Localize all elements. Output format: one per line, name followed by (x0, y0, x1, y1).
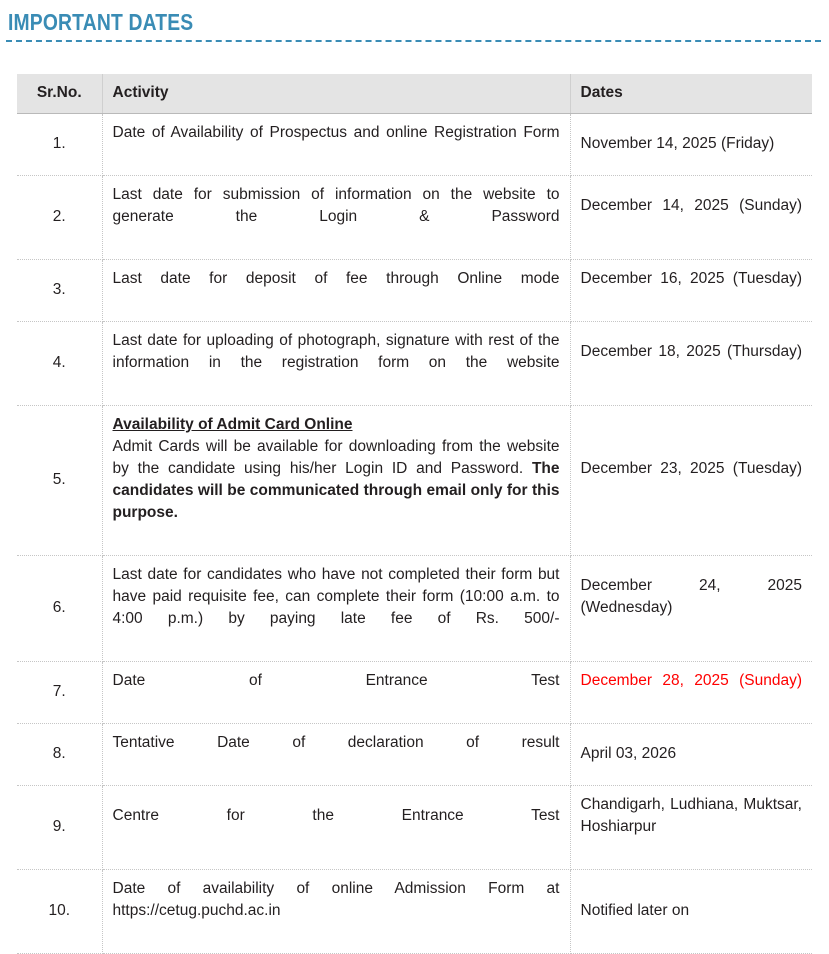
table-row (17, 556, 812, 662)
date-value: December 28, 2025 (Sunday) (580, 672, 802, 689)
cell-date (570, 724, 812, 786)
activity-text: Centre for the Entrance Test (112, 807, 560, 824)
cell-activity (102, 260, 570, 322)
column-header-dates: Dates (570, 74, 812, 114)
cell-activity (102, 786, 570, 870)
activity-text: Last date for candidates who have not completed their form but have paid requisite fee, can complete their form (10:00 a.m. to 4:00 p.m.) by paying late fee of Rs. 500/- (112, 566, 560, 627)
activity-text: Date of Entrance Test (112, 672, 560, 689)
table-row (17, 724, 812, 786)
cell-srno: 6. (17, 556, 102, 662)
cell-srno: 8. (17, 724, 102, 786)
justify-filler (113, 146, 560, 163)
important-dates-table (17, 74, 812, 954)
justify-filler (581, 840, 803, 857)
cell-srno: 2. (17, 176, 102, 260)
cell-activity (102, 870, 570, 954)
activity-emphasis: The candidates will be communicated through email only for this purpose. (112, 460, 560, 521)
cell-date (570, 322, 812, 406)
important-dates-table-container (0, 42, 829, 954)
cell-date (570, 176, 812, 260)
table-row (17, 406, 812, 556)
cell-date (570, 406, 812, 556)
column-header-srno: Sr.No. (17, 74, 102, 114)
table-row (17, 662, 812, 724)
justify-filler (113, 376, 560, 393)
activity-text: Date of Availability of Prospectus and online Registration Form (112, 124, 560, 141)
cell-activity (102, 176, 570, 260)
cell-srno: 3. (17, 260, 102, 322)
activity-text: Last date for submission of information on the website to generate the Login & Password (112, 186, 560, 225)
cell-srno: 9. (17, 786, 102, 870)
date-value: December 23, 2025 (Tuesday) (580, 460, 802, 477)
cell-date (570, 114, 812, 176)
activity-text: Last date for deposit of fee through Online mode (112, 270, 560, 287)
justify-filler (113, 756, 560, 773)
cell-srno: 5. (17, 406, 102, 556)
section-header (0, 0, 829, 36)
table-body (17, 114, 812, 954)
cell-srno: 7. (17, 662, 102, 724)
justify-filler (581, 219, 803, 236)
justify-filler (113, 694, 560, 711)
table-row (17, 322, 812, 406)
cell-activity (102, 406, 570, 556)
justify-filler (113, 924, 560, 941)
cell-activity (102, 114, 570, 176)
activity-heading: Availability of Admit Card Online (112, 416, 353, 433)
table-row (17, 176, 812, 260)
justify-filler (581, 482, 803, 499)
table-row (17, 260, 812, 322)
table-row (17, 786, 812, 870)
table-row (17, 114, 812, 176)
cell-date (570, 556, 812, 662)
page-title: IMPORTANT DATES (8, 9, 194, 35)
table-row (17, 870, 812, 954)
cell-srno: 10. (17, 870, 102, 954)
justify-filler (581, 694, 803, 711)
date-value: November 14, 2025 (Friday) (580, 135, 775, 152)
cell-srno: 4. (17, 322, 102, 406)
justify-filler (113, 632, 560, 649)
activity-text: Tentative Date of declaration of result (112, 734, 560, 751)
justify-filler (581, 292, 803, 309)
cell-activity (102, 322, 570, 406)
date-value: December 24, 2025 (Wednesday) (580, 577, 802, 616)
justify-filler (113, 292, 560, 309)
date-value: December 16, 2025 (Tuesday) (580, 270, 802, 287)
activity-text: Last date for uploading of photograph, signature with rest of the information in the registration form on the website (112, 332, 560, 371)
date-value: December 18, 2025 (Thursday) (580, 343, 802, 360)
cell-activity (102, 556, 570, 662)
column-header-activity: Activity (102, 74, 570, 114)
justify-filler (113, 829, 560, 846)
justify-filler (113, 526, 560, 543)
table-header-row (17, 74, 812, 114)
date-value: April 03, 2026 (580, 745, 677, 762)
justify-filler (581, 365, 803, 382)
activity-text: Admit Cards will be available for downloading from the website by the candidate using his/her Login ID and Password. (112, 438, 560, 477)
cell-date (570, 786, 812, 870)
justify-filler (113, 230, 560, 247)
cell-srno: 1. (17, 114, 102, 176)
date-value: December 14, 2025 (Sunday) (580, 197, 802, 214)
cell-date (570, 260, 812, 322)
justify-filler (581, 621, 803, 638)
date-value: Chandigarh, Ludhiana, Muktsar, Hoshiarpur (580, 796, 802, 835)
cell-date (570, 870, 812, 954)
activity-text: Date of availability of online Admission Form at https://cetug.puchd.ac.in (112, 880, 560, 919)
cell-date (570, 662, 812, 724)
cell-activity (102, 724, 570, 786)
cell-activity (102, 662, 570, 724)
table-header (17, 74, 812, 114)
date-value: Notified later on (580, 902, 690, 919)
